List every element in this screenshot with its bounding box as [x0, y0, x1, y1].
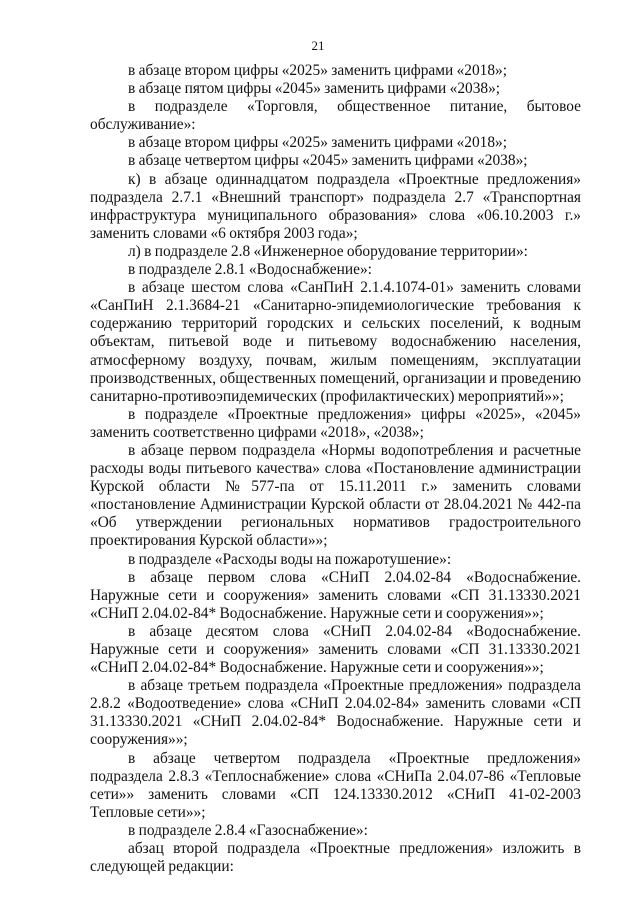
paragraph: в абзаце первом слова «СНиП 2.04.02-84 «Водоснабжение. Наружные сети и сооружения» заменить словами «СП 31.13330.2021 «СНиП 2.04.02-84* Водоснабжение. Наружные сети и сооружения»»; [90, 568, 581, 622]
paragraph: абзац второй подраздела «Проектные предложения» изложить в следующей редакции: [90, 840, 581, 876]
paragraph: в абзаце пятом цифры «2045» заменить цифрами «2038»; [128, 80, 501, 98]
paragraph: в подразделе «Проектные предложения» цифры «2025», «2045» заменить соответственно цифрами «2018», «2038»; [90, 405, 581, 441]
paragraph: в абзаце втором цифры «2025» заменить цифрами «2018»; [128, 134, 508, 152]
paragraph: в абзаце втором цифры «2025» заменить цифрами «2018»; [128, 62, 508, 79]
paragraph: в абзаце первом подраздела «Нормы водопотребления и расчетные расходы воды питьевого качества» слова «Постановление администрации Курской области №577-па от 15.11.2011 г.» заменить словами «постановление Администрации Курской области от 28.04.2021 № 442-па «Об утверждении региональных нормативов градостроительного проектирования Курской области»»; [90, 441, 581, 550]
paragraph: в абзаце шестом слова «СанПиН 2.1.4.1074-01» заменить словами «СанПиН 2.1.3684-21 «Санитарно-эпидемиологические требования к содержанию территорий городских и сельских поселений, к водным объектам, питьевой воде и питьевому водоснабжению населения, атмосферному воздуху, почвам, жилым помещениям, эксплуатации производственных, общественных помещений, организации и проведению санитарно-противоэпидемических (профилактических) мероприятий»»; [90, 279, 581, 405]
paragraph: в подразделе «Расходы воды на пожаротушение»: [128, 550, 452, 568]
paragraph: в абзаце четвертом подраздела «Проектные предложения» подраздела 2.8.3 «Теплоснабжение» слова «СНиПа 2.04.07-86 «Тепловые сети»» заменить словами «СП 124.13330.2012 «СНиП 41-02-2003 Тепловые сети»»; [90, 749, 581, 821]
page-number: 21 [311, 38, 325, 53]
paragraph: в подразделе 2.8.1 «Водоснабжение»: [128, 261, 372, 279]
paragraph: в абзаце десятом слова «СНиП 2.04.02-84 «Водоснабжение. Наружные сети и сооружения» заменить словами «СП 31.13330.2021 «СНиП 2.04.02-84* Водоснабжение. Наружные сети и сооружения»»; [90, 622, 581, 677]
paragraph: л) в подразделе 2.8 «Инженерное оборудование территории»: [128, 242, 528, 260]
paragraph: в абзаце четвертом цифры «2045» заменить цифрами «2038»; [128, 152, 528, 170]
paragraph: в подразделе 2.8.4 «Газоснабжение»: [128, 821, 368, 839]
paragraph: в абзаце третьем подраздела «Проектные предложения» подраздела 2.8.2 «Водоотведение» слова «СНиП 2.04.02-84» заменить словами «СП 31.13330.2021 «СНиП 2.04.02-84* Водоснабжение. Наружные сети и сооружения»»; [90, 677, 581, 749]
paragraph: к) в абзаце одиннадцатом подраздела «Проектные предложения» подраздела 2.7.1 «Внешний транспорт» подраздела 2.7 «Транспортная инфраструктура муниципального образования» слова «06.10.2003 г.» заменить словами «6 октября 2003 года»; [90, 170, 581, 242]
document-body [90, 62, 581, 876]
paragraph: в подразделе «Торговля, общественное питание, бытовое обслуживание»: [90, 98, 581, 134]
